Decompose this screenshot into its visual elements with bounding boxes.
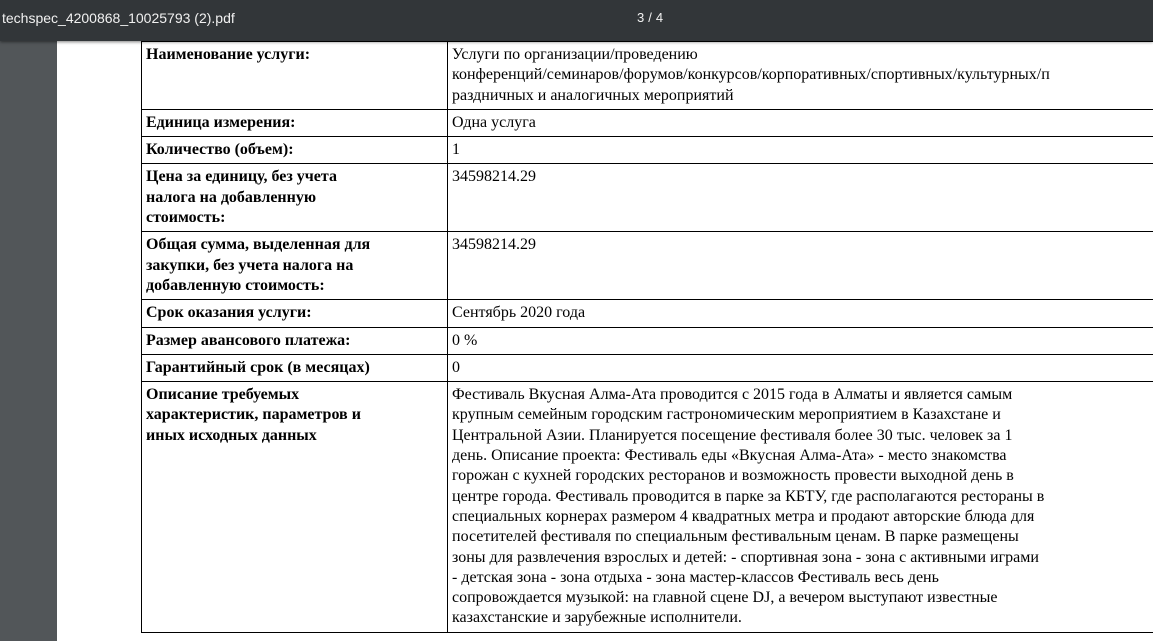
value-line: Центральной Азии. Планируется посещение фестиваля более 30 тыс. человек за 1 (452, 426, 1153, 446)
table-row (142, 354, 1153, 381)
value-line: зоны для развлечения взрослых и детей: - спортивная зона - зона с активными играми (452, 548, 1153, 568)
label-line: иных исходных данных (146, 426, 443, 446)
value-line: Фестиваль Вкусная Алма-Ата проводится с 2015 года в Алматы и является самым (452, 385, 1153, 405)
table-row (142, 137, 1153, 164)
label-line: Цена за единицу, без учета (146, 167, 443, 187)
document-title: techspec_4200868_10025793 (2).pdf (2, 10, 235, 26)
table-row (142, 382, 1153, 633)
table-row (142, 300, 1153, 327)
value-line: горожан с кухней городских ресторанов и возможность провести выходной день в (452, 466, 1153, 486)
row-value: Сентябрь 2020 года (448, 300, 1153, 327)
label-line: закупки, без учета налога на (146, 256, 443, 276)
value-line: казахстанские и зарубежные исполнители. (452, 608, 1153, 628)
row-label (142, 164, 448, 232)
value-line: специальных корнерах размером 4 квадратных метра и продают авторские блюда для (452, 507, 1153, 527)
row-label (142, 382, 448, 633)
table-row (142, 232, 1153, 300)
total-pages: 4 (656, 10, 663, 25)
row-value: 1 (448, 137, 1153, 164)
row-value: 34598214.29 (448, 232, 1153, 300)
value-line: конференций/семинаров/форумов/конкурсов/корпоративных/спортивных/культурных/п (452, 65, 1153, 85)
value-line: крупным семейным городским гастрономическим мероприятием в Казахстане и (452, 405, 1153, 425)
page-indicator (0, 10, 1153, 25)
current-page-number[interactable]: 3 (637, 10, 644, 25)
table-row (142, 327, 1153, 354)
row-value (448, 382, 1153, 633)
row-label: Размер авансового платежа: (142, 327, 448, 354)
pdf-toolbar (0, 0, 1153, 41)
label-line: стоимость: (146, 208, 443, 228)
row-label: Гарантийный срок (в месяцах) (142, 354, 448, 381)
label-line: налога на добавленную (146, 188, 443, 208)
table-row (142, 42, 1153, 110)
table-row (142, 109, 1153, 136)
row-label: Единица измерения: (142, 109, 448, 136)
value-line: день. Описание проекта: Фестиваль еды «Вкусная Алма-Ата» - место знакомства (452, 446, 1153, 466)
row-label: Срок оказания услуги: (142, 300, 448, 327)
row-label (142, 232, 448, 300)
value-line: Услуги по организации/проведению (452, 45, 1153, 65)
row-value (448, 42, 1153, 110)
specification-table (141, 41, 1153, 633)
page-separator: / (648, 10, 652, 25)
label-line: Описание требуемых (146, 385, 443, 405)
value-line: сопровождается музыкой: на главной сцене DJ, а вечером выступают известные (452, 588, 1153, 608)
row-value: 34598214.29 (448, 164, 1153, 232)
label-line: добавленную стоимость: (146, 276, 443, 296)
table-row (142, 164, 1153, 232)
value-line: - детская зона - зона отдыха - зона мастер-классов Фестиваль весь день (452, 568, 1153, 588)
label-line: Общая сумма, выделенная для (146, 235, 443, 255)
value-line: посетителей фестиваля по специальным фестивальным ценам. В парке размещены (452, 527, 1153, 547)
value-line: центре города. Фестиваль проводится в парке за КБТУ, где располагаются рестораны в (452, 487, 1153, 507)
value-line: раздничных и аналогичных мероприятий (452, 86, 1153, 106)
row-label: Количество (объем): (142, 137, 448, 164)
row-value: 0 (448, 354, 1153, 381)
label-line: характеристик, параметров и (146, 405, 443, 425)
row-label: Наименование услуги: (142, 42, 448, 110)
row-value: 0 % (448, 327, 1153, 354)
row-value: Одна услуга (448, 109, 1153, 136)
